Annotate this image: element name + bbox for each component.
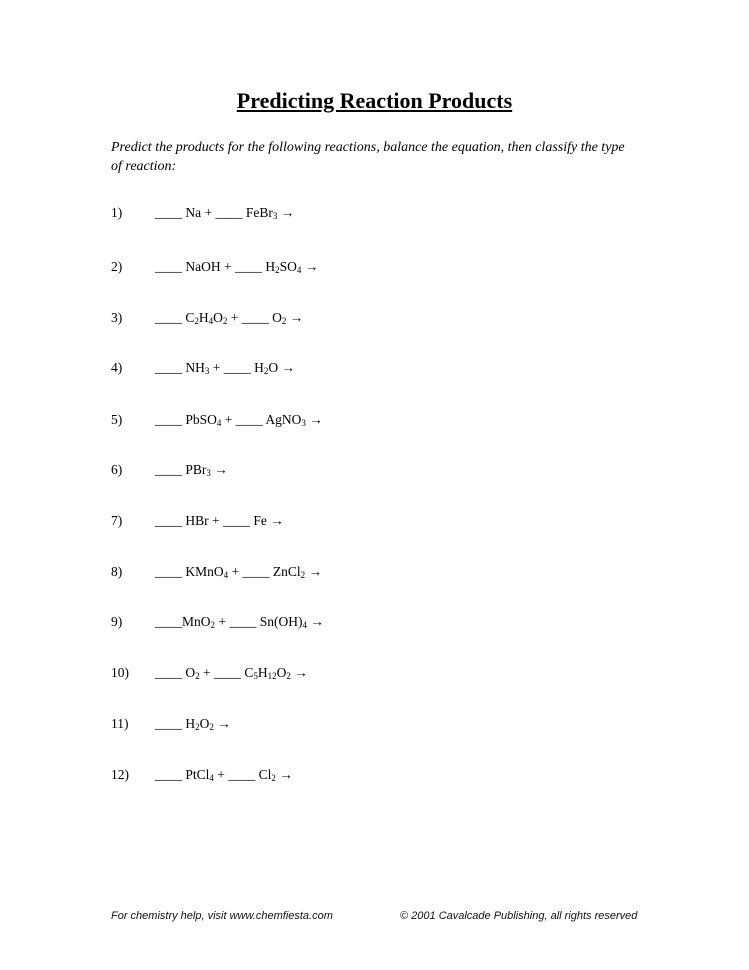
subscript: 2 [275,265,280,275]
subscript: 2 [194,316,199,326]
equation-text: O [199,716,210,731]
equation-text: ____ C [155,310,195,325]
equation-text: ____ KMnO [155,564,224,579]
problem-number: 12) [111,767,129,782]
equation-text: ____ NH [155,360,205,375]
equation-text: ____ HBr + ____ Fe → [155,513,284,528]
subscript: 2 [263,366,269,376]
subscript: 2 [209,722,214,732]
subscript: 4 [216,418,222,428]
subscript: 4 [223,570,229,580]
equation-text: → [307,614,324,629]
equation-text: H [257,665,268,680]
subscript: 4 [209,773,214,783]
equation-text: ____ NaOH + ____ H [155,259,276,274]
reaction-equation [155,358,295,378]
equation-text: O [276,665,287,680]
subscript: 3 [272,211,278,221]
reaction-equation [155,410,323,430]
subscript: 3 [206,468,211,478]
reaction-equation [155,562,322,582]
reaction-equation [155,308,303,328]
reaction-equation [155,257,318,277]
problem-number: 8) [111,564,123,579]
equation-text: → [290,665,308,680]
instructions: Predict the products for the following reactions, balance the equation, then classify the type of reaction: [111,140,625,174]
equation-text: O [213,310,223,325]
reaction-equation [155,203,294,223]
subscript: 4 [302,620,308,630]
subscript: 4 [296,265,302,275]
equation-text: → [286,310,304,325]
problem-number: 2) [111,259,123,274]
equation-text: + ____ O [227,310,282,325]
subscript: 2 [281,316,287,326]
footer-help-link-text: For chemistry help, visit www.chemfiesta.com [111,910,333,922]
equation-text: ____ PbSO [155,412,217,427]
equation-text: + ____ C [199,665,254,680]
subscript: 3 [301,418,306,428]
subscript: 2 [195,722,200,732]
equation-text: H [198,310,209,325]
equation-text: ____MnO [155,614,211,629]
equation-text: → [213,716,231,731]
reaction-equation [155,765,293,785]
reaction-equation [155,511,284,531]
problem-number: 1) [111,205,123,220]
page-title: Predicting Reaction Products [236,88,513,113]
equation-text: ____ H [155,716,196,731]
equation-text: + ____ ZnCl [228,564,301,579]
equation-text: → [305,564,323,579]
subscript: 2 [222,316,228,326]
equation-text: → [277,205,295,220]
equation-text: → [301,259,319,274]
subscript: 5 [253,671,258,681]
equation-text: → [305,412,323,427]
problem-number: 3) [111,310,123,325]
equation-text: ____ Na + ____ FeBr [155,205,273,220]
reaction-equation [155,714,231,734]
subscript: 4 [208,316,214,326]
reaction-equation [155,460,228,480]
subscript: 3 [204,366,210,376]
equation-text: ____ PtCl [155,767,210,782]
problem-number: 5) [111,412,123,427]
subscript: 2 [300,570,306,580]
equation-text: + ____ Cl [213,767,272,782]
problem-number: 10) [111,665,129,680]
problem-number: 4) [111,360,123,375]
equation-text: + ____ H [209,360,264,375]
equation-text: → [210,462,228,477]
problem-number: 9) [111,614,123,629]
problem-number: 7) [111,513,123,528]
subscript: 12 [267,671,277,681]
equation-text: ____ PBr [155,462,207,477]
reaction-equation [155,663,308,683]
equation-text: ____ O [155,665,196,680]
subscript: 2 [195,671,200,681]
reaction-equation [155,612,324,632]
subscript: 2 [286,671,291,681]
equation-text: + ____ Sn(OH) [215,614,303,629]
problem-number: 6) [111,462,123,477]
equation-text: + ____ AgNO [221,412,302,427]
equation-text: → [275,767,293,782]
problem-number: 11) [111,716,129,731]
subscript: 2 [210,620,216,630]
equation-text: SO [279,259,297,274]
subscript: 2 [271,773,276,783]
equation-text: O → [268,360,295,375]
footer-copyright: © 2001 Cavalcade Publishing, all rights reserved [400,910,638,922]
